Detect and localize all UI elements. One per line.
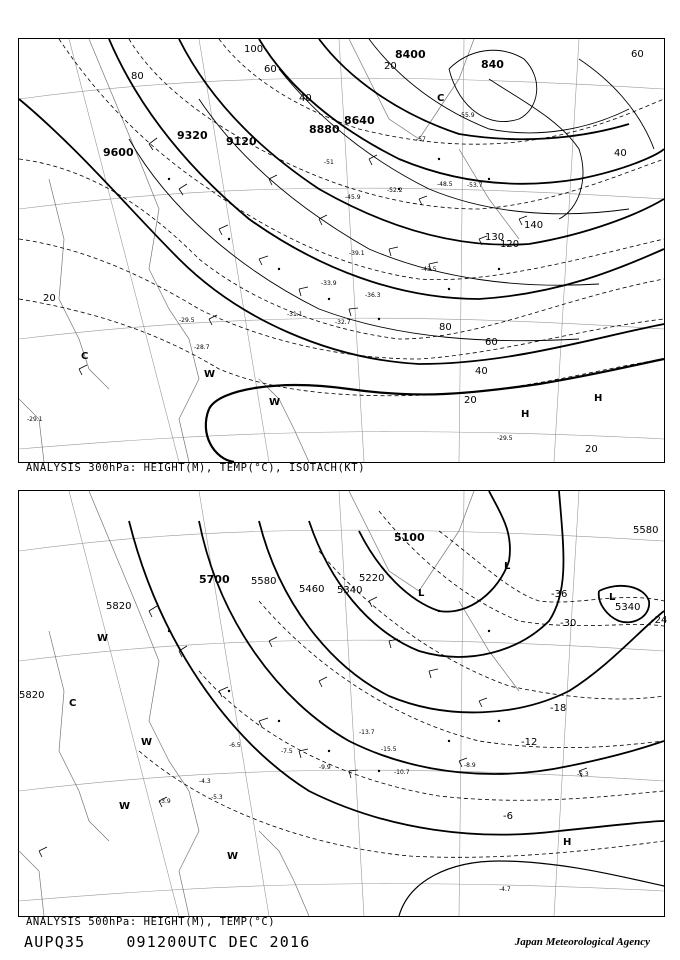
height-label: 5220: [359, 573, 385, 584]
temperature-label: -43.5: [421, 266, 437, 273]
warm-center-marker: W: [97, 633, 109, 644]
temperature-label: -4.7: [499, 886, 511, 893]
temperature-label: -15.5: [381, 746, 397, 753]
temperature-label: -13.7: [359, 729, 375, 736]
height-contours: [19, 39, 664, 364]
warm-center-marker: W: [269, 397, 281, 408]
isotach-label: 40: [614, 148, 627, 159]
isotach-label: 20: [384, 61, 397, 72]
temperature-label: -6: [503, 811, 513, 822]
warm-center-marker: W: [141, 737, 153, 748]
bulletin-datetime: 091200UTC DEC 2016: [126, 933, 311, 951]
isotach-label: 130: [485, 232, 505, 243]
temperature-label: -36: [551, 589, 568, 600]
temperature-label: -52.2: [387, 187, 403, 194]
high-center-marker: H: [521, 409, 530, 420]
bulletin-code: AUPQ35: [24, 933, 86, 951]
temperature-label: -36.3: [365, 292, 381, 299]
chart-300hpa-caption: ANALYSIS 300hPa: HEIGHT(M), TEMP(°C), ISOTACH(KT): [26, 462, 366, 474]
temperature-label: -3.9: [159, 798, 171, 805]
temperature-label: -28.7: [194, 344, 210, 351]
bulletin-header: [24, 933, 310, 951]
low-center-marker: L: [504, 561, 511, 572]
temperature-label: -4.3: [199, 778, 211, 785]
isotach-label: 40: [299, 93, 312, 104]
chart-500hpa-caption: ANALYSIS 500hPa: HEIGHT(M), TEMP(°C): [26, 916, 276, 928]
temperature-label: -29.1: [27, 416, 43, 423]
warm-center-marker: W: [204, 369, 216, 380]
temperature-label: -32.7: [335, 319, 351, 326]
temperature-label: -30: [560, 618, 577, 629]
isotach-label: 40: [475, 366, 488, 377]
isotach-label: 20: [43, 293, 56, 304]
temperature-label: -6.5: [229, 742, 241, 749]
low-center-marker: L: [418, 588, 425, 599]
height-label: 5700: [199, 573, 230, 586]
temperature-label: -18: [550, 703, 567, 714]
height-label: 5340: [337, 585, 363, 596]
temperature-label: -45.9: [345, 194, 361, 201]
isotach-label: 60: [264, 64, 277, 75]
isotach-label: 20: [585, 444, 598, 455]
height-label: 840: [481, 58, 504, 71]
temperature-label: -57: [416, 136, 426, 143]
warm-center-marker: W: [227, 851, 239, 862]
height-label: 9600: [103, 146, 134, 159]
station-dots: [168, 610, 500, 772]
isotherms: [19, 39, 664, 396]
height-label: 9120: [226, 135, 257, 148]
height-label: 9320: [177, 129, 208, 142]
height-label: 8880: [309, 123, 340, 136]
isotach-label: 60: [485, 337, 498, 348]
temperature-label: -53.7: [467, 182, 483, 189]
temperature-label: -31.1: [287, 311, 303, 318]
height-label: 5100: [394, 531, 425, 544]
isotherms: [139, 511, 664, 857]
chart-300hpa: [18, 38, 665, 463]
chart-500hpa-map: [19, 491, 668, 916]
temperature-label: -39.1: [349, 250, 365, 257]
wind-barbs: [79, 138, 527, 375]
cold-center-marker: C: [437, 93, 445, 104]
temperature-label: -33.9: [321, 280, 337, 287]
temperature-label: -8.9: [464, 762, 476, 769]
temperature-label: -12: [521, 737, 538, 748]
temperature-label: -29.5: [179, 317, 195, 324]
isotach-label: 100: [244, 44, 264, 55]
high-center-marker: H: [563, 837, 572, 848]
height-contour-low: [399, 861, 664, 916]
height-label: 5460: [299, 584, 325, 595]
height-label: 5580: [633, 525, 659, 536]
isotach-label: 120: [500, 239, 520, 250]
height-label: 5340: [615, 602, 641, 613]
high-center-marker: H: [594, 393, 603, 404]
isotach-label: 80: [131, 71, 144, 82]
temperature-label: -5.3: [211, 794, 223, 801]
temperature-label: -24: [651, 615, 668, 626]
height-label: 5820: [19, 690, 45, 701]
height-label: 8400: [395, 48, 426, 61]
temperature-label: -51: [324, 159, 334, 166]
temperature-label: -5.3: [577, 771, 589, 778]
cold-center-marker: C: [69, 698, 77, 709]
warm-center-marker: W: [119, 801, 131, 812]
temperature-label: -7.5: [281, 748, 293, 755]
chart-500hpa: [18, 490, 668, 917]
height-label: 5580: [251, 576, 277, 587]
temperature-label: -9.9: [319, 764, 331, 771]
height-label: 5820: [106, 601, 132, 612]
isotach-label: 80: [439, 322, 452, 333]
isotach-label: 60: [631, 49, 644, 60]
temperature-label: -48.5: [437, 181, 453, 188]
temperature-label: -29.5: [497, 435, 513, 442]
isotach-label: 140: [524, 220, 544, 231]
low-center-marker: L: [609, 592, 616, 603]
chart-300hpa-map: [19, 39, 664, 462]
isotach-label: 20: [464, 395, 477, 406]
height-label: 8640: [344, 114, 375, 127]
temperature-label: -55.9: [459, 112, 475, 119]
cold-center-marker: C: [81, 351, 89, 362]
temperature-label: -10.7: [394, 769, 410, 776]
agency-name: Japan Meteorological Agency: [514, 936, 650, 948]
